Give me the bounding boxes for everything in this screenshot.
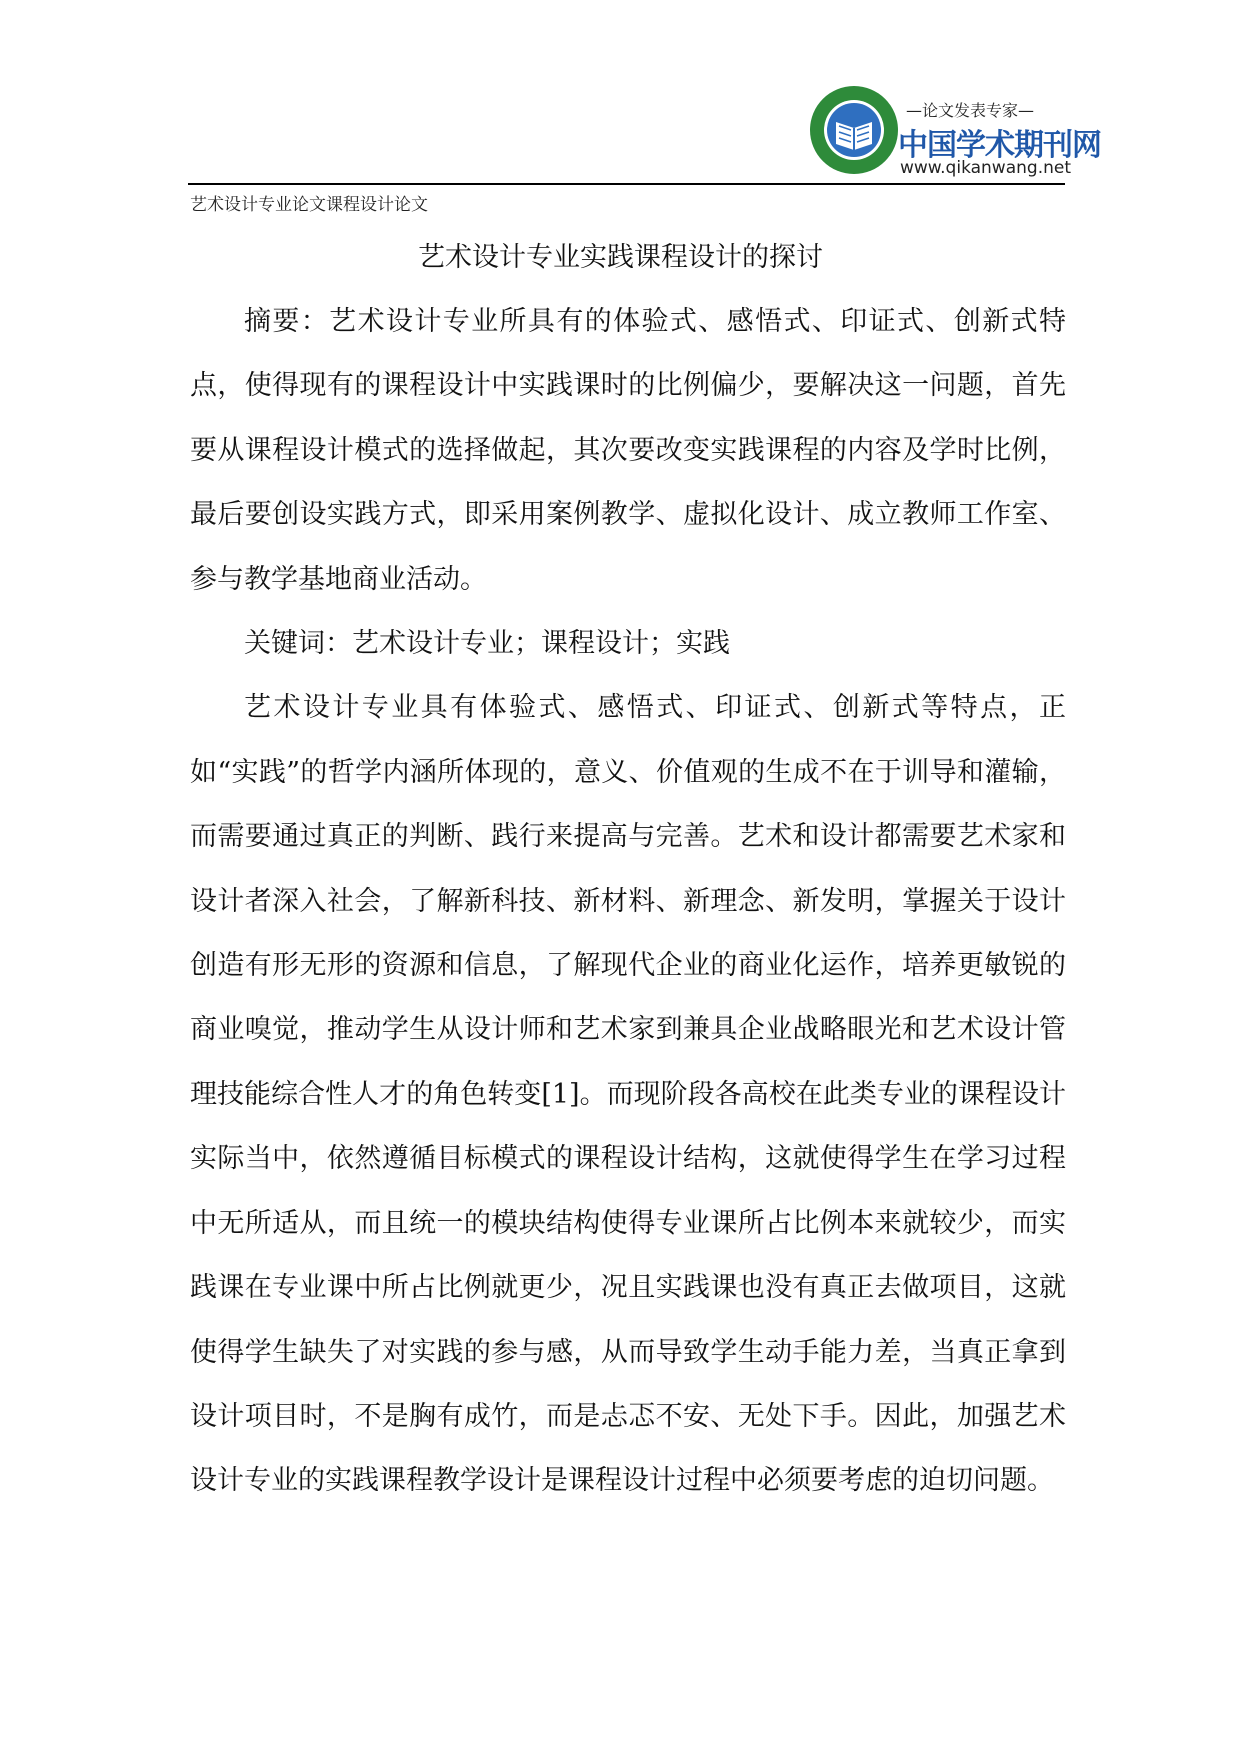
body-paragraph: 艺术设计专业具有体验式、感悟式、印证式、创新式等特点，正如“实践”的哲学内涵所体现的，意义、价值观的生成不在于训导和灌输，而需要通过真正的判断、践行来提高与完善。艺术和设计都需要艺术家和设计者深入社会，了解新科技、新材料、新理念、新发明，掌握关于设计创造有形无形的资源和信息，了解现代企业的商业化运作，培养更敏锐的商业嗅觉，推动学生从设计师和艺术家到兼具企业战略眼光和艺术设计管理技能综合性人才的角色转变[1]。而现阶段各高校在此类专业的课程设计实际当中，依然遵循目标模式的课程设计结构，这就使得学生在学习过程中无所适从，而且统一的模块结构使得专业课所占比例本来就较少，而实践课在专业课中所占比例就更少，况且实践课也没有真正去做项目，这就使得学生缺失了对实践的参与感，从而导致学生动手能力差，当真正拿到设计项目时，不是胸有成竹，而是忐忑不安、无处下手。因此，加强艺术设计专业的实践课程教学设计是课程设计过程中必须要考虑的迫切问题。 bbox=[190, 692, 1066, 1497]
header-divider bbox=[188, 183, 1065, 185]
article-body bbox=[190, 290, 1066, 1514]
journal-logo bbox=[808, 84, 1101, 180]
abstract-paragraph: 摘要：艺术设计专业所具有的体验式、感悟式、印证式、创新式特点，使得现有的课程设计中实践课时的比例偏少，要解决这一问题，首先要从课程设计模式的选择做起，其次要改变实践课程的内容及学时比例，最后要创设实践方式，即采用案例教学、虚拟化设计、成立教师工作室、参与教学基地商业活动。 bbox=[190, 306, 1066, 595]
page-title: 艺术设计专业实践课程设计的探讨 bbox=[418, 242, 823, 273]
logo-url: www.qikanwang.net bbox=[900, 158, 1071, 178]
globe-emblem-icon bbox=[808, 84, 900, 176]
keywords-paragraph: 关键词：艺术设计专业；课程设计；实践 bbox=[244, 628, 730, 660]
logo-tagline: —论文发表专家— bbox=[906, 101, 1035, 120]
logo-name: 中国学术期刊网 bbox=[898, 128, 1101, 163]
running-header: 艺术设计专业论文课程设计论文 bbox=[190, 195, 428, 215]
